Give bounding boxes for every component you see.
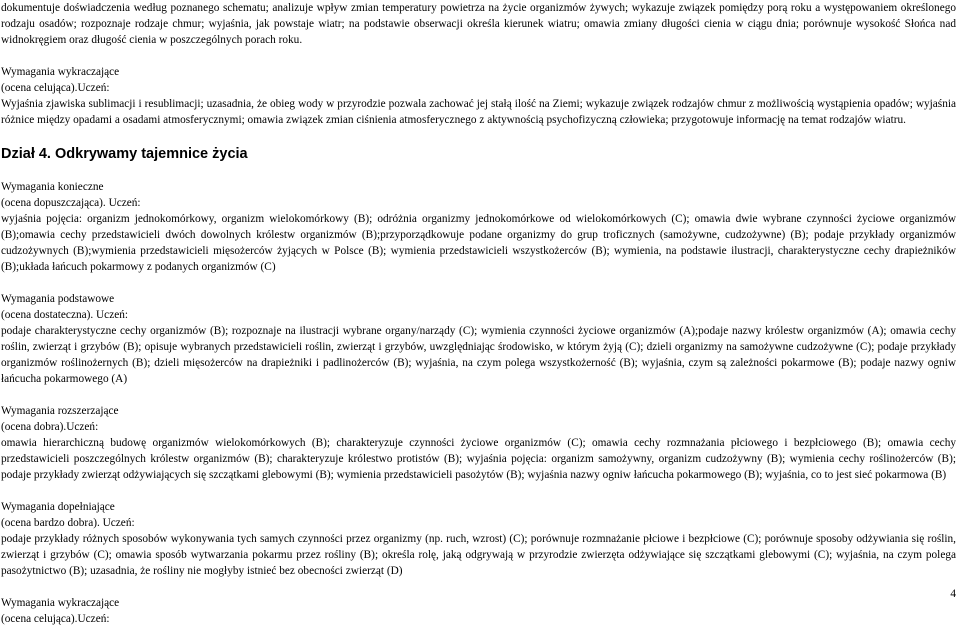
section-rozszerzajace (1, 403, 956, 483)
section-wykraczajace-2 (1, 595, 956, 627)
section-text: omawia hierarchiczną budowę organizmów wielokomórkowych (B); charakteryzuje czynności życiowe organizmów (C); omawia cechy rozmnażania płciowego i bezpłciowego (B); omawia cechy przedstawicieli poszczególnych królestw organizmów (B); charakteryzuje królestwo protistów (B); wyjaśnia pojęcia: organizm samożywny, organizm cudzożywny (B); wymienia cechy roślinożerców (B); podaje przykłady zwierząt odżywiających się szczątkami glebowymi (B); wymienia przedstawicieli pasożytów (B); wyjaśnia nazwy ogniw łańcucha pokarmowego (B); wyjaśnia, co to jest sieć pokarmowa (B) (1, 437, 956, 481)
section-title: Wymagania konieczne (1, 181, 104, 193)
spacer (1, 483, 956, 499)
section-grade: (ocena bardzo dobra). Uczeń: (1, 517, 135, 529)
section-dopelniajace (1, 499, 956, 579)
section-text: podaje przykłady różnych sposobów wykonywania tych samych czynności przez organizmy (np. ruch, wzrost) (C); porównuje rozmnażanie płciowe i bezpłciowe (C); porównuje sposoby odżywiania się roślin, zwierząt i grzybów (C); omawia sposób wytwarzania pokarmu przez rośliny (B); określa rolę, jaką odgrywają w przyrodzie zwierzęta odżywiające się szczątkami glebowymi (C); wyjaśnia, na czym polega pasożytnictwo (B); uzasadnia, że rośliny nie mogłyby istnieć bez obecności zwierząt (D) (1, 533, 956, 577)
section-title: Wymagania wykraczające (1, 66, 120, 78)
section-grade: (ocena celująca).Uczeń: (1, 82, 110, 94)
section-title: Wymagania podstawowe (1, 293, 115, 305)
spacer (1, 163, 956, 179)
spacer (1, 387, 956, 403)
spacer (1, 579, 956, 595)
section-grade: (ocena dobra).Uczeń: (1, 421, 99, 433)
chapter-heading: Dział 4. Odkrywamy tajemnice życia (1, 146, 248, 162)
section-title: Wymagania dopełniające (1, 501, 115, 513)
section-title: Wymagania wykraczające (1, 597, 120, 609)
spacer (1, 128, 956, 144)
section-text: Wyjaśnia zjawiska sublimacji i resublimacji; uzasadnia, że obieg wody w przyrodzie pozwala zachować jej stałą ilość na Ziemi; wykazuje związek rodzajów chmur z możliwością wystąpienia opadów; wyjaśnia różnice między opadami a osadami atmosferycznymi; omawia związek zmian ciśnienia atmosferycznego z aktywnością psychofizyczną człowieka; przygotowuje informację na temat rodzajów wiatru. (1, 98, 956, 126)
section-text: podaje charakterystyczne cechy organizmów (B); rozpoznaje na ilustracji wybrane organy/narządy (C); wymienia czynności życiowe organizmów (A);podaje nazwy królestw organizmów (A); omawia cechy roślin, zwierząt i grzybów (B); opisuje wybranych przedstawicieli roślin, zwierząt i grzybów, uwzględniając środowisko, w którym żyją (C); dzieli organizmy na samożywne cudzożywne (C); podaje przykłady organizmów roślinożernych (B); dzieli mięsożerców na drapieżniki i padlinożerców (B); wyjaśnia, na czym polega wszystkożerność (B); wyjaśnia, czym są zależności pokarmowe (B); podaje nazwy ogniw łańcucha pokarmowego (A) (1, 325, 956, 385)
section-grade: (ocena dostateczna). Uczeń: (1, 309, 129, 321)
section-grade: (ocena celująca).Uczeń: (1, 613, 110, 625)
spacer (1, 48, 956, 64)
section-konieczne (1, 179, 956, 275)
spacer (1, 275, 956, 291)
section-podstawowe (1, 291, 956, 387)
section-grade: (ocena dopuszczająca). Uczeń: (1, 197, 141, 209)
page-number: 4 (950, 588, 956, 600)
section-wykraczajace-1 (1, 64, 956, 128)
section-title: Wymagania rozszerzające (1, 405, 119, 417)
section-text: wyjaśnia pojęcia: organizm jednokomórkowy, organizm wielokomórkowy (B); odróżnia organizmy jednokomórkowe od wielokomórkowych (C); omawia dwie wybrane czynności życiowe organizmów (B);omawia cechy przedstawicieli dwóch dowolnych królestw organizmów (B);przyporządkowuje podane organizmy do grup troficznych (samożywne, cudzożywne) (B); podaje przykłady organizmów cudzożywnych (B);wymienia przedstawicieli mięsożerców żyjących w Polsce (B); wymienia przedstawicieli wszystkożerców (B); wymienia, na podstawie ilustracji, charakterystyczne cechy drapieżników (B);układa łańcuch pokarmowy z podanych organizmów (C) (1, 213, 956, 273)
intro-paragraph: dokumentuje doświadczenia według poznanego schematu; analizuje wpływ zmian temperatury powietrza na życie organizmów żywych; wykazuje związek pomiędzy porą roku a występowaniem określonego rodzaju osadów; rozpoznaje rodzaje chmur; wyjaśnia, jak powstaje wiatr; na podstawie obserwacji określa kierunek wiatru; omawia zmiany długości cienia w ciągu dnia; porównuje wysokość Słońca nad widnokręgiem oraz długość cienia w poszczególnych porach roku. (1, 2, 956, 46)
